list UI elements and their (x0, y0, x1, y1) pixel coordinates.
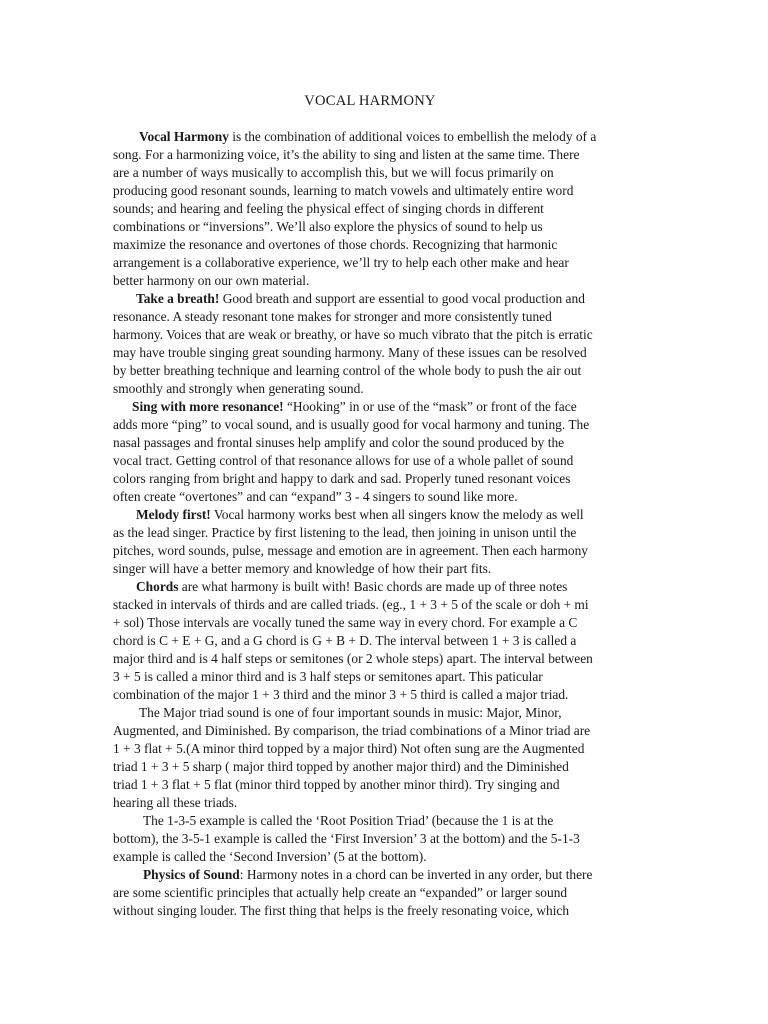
paragraph (113, 506, 658, 578)
line-text: are a number of ways musically to accomplish this, but we will focus primarily on (113, 165, 554, 180)
line-text: 3 + 5 is called a minor third and is 3 half steps or semitones apart. This paticular (113, 669, 543, 684)
paragraph-line (113, 164, 658, 182)
paragraph-line (113, 344, 658, 362)
paragraph-line (113, 902, 658, 920)
line-text: without singing louder. The first thing that helps is the freely resonating voice, which (113, 903, 570, 918)
line-text: The 1-3-5 example is called the ‘Root Position Triad’ (because the 1 is at the (143, 813, 554, 828)
paragraph-line (113, 812, 658, 830)
line-text: resonance. A steady resonant tone makes for stronger and more consistently tuned (113, 309, 552, 324)
paragraph-lead: Vocal Harmony (139, 129, 229, 144)
line-text: singer will have a better memory and knowledge of how their part fits. (113, 561, 492, 576)
line-text: arrangement is a collaborative experience, we’ll try to help each other make and hear (113, 255, 569, 270)
paragraph-line (113, 272, 658, 290)
line-text: vocal tract. Getting control of that resonance allows for use of a whole pallet of sound (113, 453, 574, 468)
line-text: chord is C + E + G, and a G chord is G + B + D. The interval between 1 + 3 is called a (113, 633, 577, 648)
paragraph-line (113, 218, 658, 236)
paragraph-line (113, 704, 658, 722)
line-text: “Hooking” in or use of the “mask” or front of the face (283, 399, 577, 414)
paragraph-lead: Physics of Sound (143, 867, 240, 882)
line-text: Good breath and support are essential to good vocal production and (219, 291, 585, 306)
paragraph-line (113, 434, 658, 452)
line-text: smoothly and strongly when generating sound. (113, 381, 364, 396)
line-text: as the lead singer. Practice by first listening to the lead, then joining in unison until the (113, 525, 577, 540)
paragraph-lead: Take a breath! (136, 291, 220, 306)
line-text: : Harmony notes in a chord can be inverted in any order, but there (239, 867, 593, 882)
line-text: triad 1 + 3 + 5 sharp ( major third topped by another major third) and the Diminished (113, 759, 569, 774)
paragraph-line (113, 830, 658, 848)
line-text: combinations or “inversions”. We’ll also explore the physics of sound to help us (113, 219, 543, 234)
paragraph-line (113, 398, 658, 416)
line-text: colors ranging from bright and happy to dark and sad. Properly tuned resonant voices (113, 471, 571, 486)
paragraph (113, 398, 658, 506)
line-text: + sol) Those intervals are vocally tuned the same way in every chord. For example a C (113, 615, 578, 630)
line-text: maximize the resonance and overtones of those chords. Recognizing that harmonic (113, 237, 558, 252)
document-body (113, 128, 658, 920)
line-text: may have trouble singing great sounding harmony. Many of these issues can be resolved (113, 345, 587, 360)
line-text: combination of the major 1 + 3 third and the minor 3 + 5 third is called a major triad. (113, 687, 569, 702)
paragraph-line (113, 146, 658, 164)
line-text: Vocal harmony works best when all singers know the melody as well (210, 507, 584, 522)
paragraph-line (113, 542, 658, 560)
line-text: stacked in intervals of thirds and are called triads. (eg., 1 + 3 + 5 of the scale or doh + mi (113, 597, 589, 612)
paragraph-line (113, 524, 658, 542)
paragraph-line (113, 488, 658, 506)
paragraph-line (113, 506, 658, 524)
paragraph-line (113, 380, 658, 398)
line-text: often create “overtones” and can “expand” 3 - 4 singers to sound like more. (113, 489, 518, 504)
paragraph-line (113, 848, 658, 866)
paragraph-line (113, 650, 658, 668)
line-text: example is called the ‘Second Inversion’ (5 at the bottom). (113, 849, 427, 864)
paragraph-line (113, 362, 658, 380)
paragraph-line (113, 578, 658, 596)
paragraph-line (113, 686, 658, 704)
line-text: pitches, word sounds, pulse, message and emotion are in agreement. Then each harmony (113, 543, 588, 558)
line-text: The Major triad sound is one of four important sounds in music: Major, Minor, (139, 705, 562, 720)
paragraph-line (113, 776, 658, 794)
paragraph-line (113, 560, 658, 578)
paragraph-line (113, 416, 658, 434)
paragraph-line (113, 470, 658, 488)
line-text: sounds; and hearing and feeling the physical effect of singing chords in different (113, 201, 544, 216)
paragraph-line (113, 794, 658, 812)
paragraph-lead: Melody first! (136, 507, 211, 522)
paragraph-line (113, 884, 658, 902)
paragraph-line (113, 236, 658, 254)
line-text: harmony. Voices that are weak or breathy, or have so much vibrato that the pitch is erratic (113, 327, 593, 342)
paragraph (113, 704, 658, 812)
line-text: triad 1 + 3 flat + 5 flat (minor third topped by another minor third). Try singing and (113, 777, 560, 792)
line-text: song. For a harmonizing voice, it’s the ability to sing and listen at the same time. There (113, 147, 580, 162)
paragraph-line (113, 128, 658, 146)
line-text: Augmented, and Diminished. By comparison, the triad combinations of a Minor triad are (113, 723, 591, 738)
line-text: is the combination of additional voices to embellish the melody of a (228, 129, 597, 144)
document-title: VOCAL HARMONY (304, 93, 436, 109)
line-text: bottom), the 3-5-1 example is called the ‘First Inversion’ 3 at the bottom) and the 5-1-3 (113, 831, 580, 846)
paragraph-line (113, 200, 658, 218)
line-text: hearing all these triads. (113, 795, 238, 810)
paragraph (113, 290, 658, 398)
paragraph-line (113, 758, 658, 776)
line-text: are some scientific principles that actually help create an “expanded” or larger sound (113, 885, 568, 900)
paragraph (113, 578, 658, 704)
line-text: by better breathing technique and learning control of the whole body to push the air out (113, 363, 582, 378)
paragraph-line (113, 722, 658, 740)
line-text: 1 + 3 flat + 5.(A minor third topped by a major third) Not often sung are the Augmented (113, 741, 585, 756)
paragraph (113, 128, 658, 290)
line-text: major third and is 4 half steps or semitones (or 2 whole steps) apart. The interval between (113, 651, 593, 666)
paragraph-line (113, 326, 658, 344)
paragraph-line (113, 596, 658, 614)
paragraph-line (113, 452, 658, 470)
paragraph-line (113, 866, 658, 884)
line-text: are what harmony is built with! Basic chords are made up of three notes (178, 579, 568, 594)
paragraph-line (113, 614, 658, 632)
paragraph-line (113, 308, 658, 326)
paragraph-line (113, 632, 658, 650)
paragraph-line (113, 668, 658, 686)
paragraph-line (113, 254, 658, 272)
line-text: nasal passages and frontal sinuses help amplify and color the sound produced by the (113, 435, 565, 450)
paragraph (113, 812, 658, 866)
paragraph-line (113, 182, 658, 200)
line-text: adds more “ping” to vocal sound, and is usually good for vocal harmony and tuning. The (113, 417, 590, 432)
paragraph-line (113, 740, 658, 758)
paragraph-line (113, 290, 658, 308)
paragraph-lead: Sing with more resonance! (132, 399, 284, 414)
paragraph (113, 866, 658, 920)
line-text: better harmony on our own material. (113, 273, 310, 288)
line-text: producing good resonant sounds, learning to match vowels and ultimately entire word (113, 183, 574, 198)
paragraph-lead: Chords (136, 579, 179, 594)
